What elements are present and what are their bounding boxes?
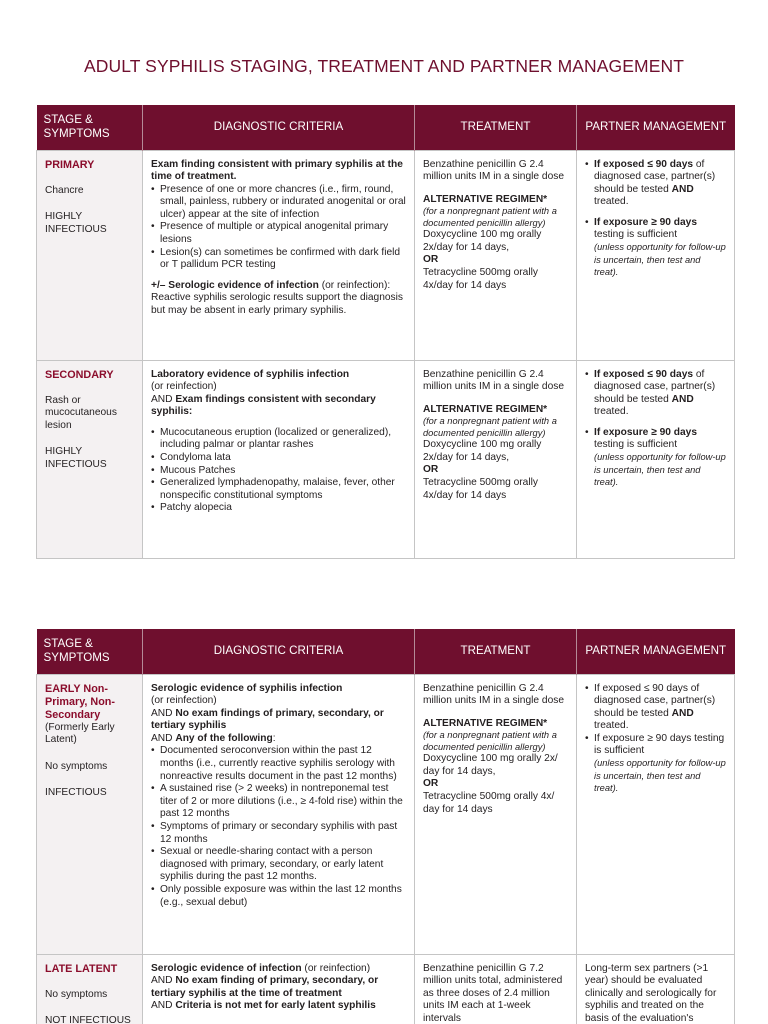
dx-sero-rest: (or reinfection) bbox=[151, 695, 217, 707]
stage-symptom: No symptoms bbox=[45, 988, 108, 1000]
stage-name: SECONDARY bbox=[45, 368, 114, 381]
pm-and: AND bbox=[671, 707, 694, 719]
stage-symptom: Rash or mucocutaneous lesion bbox=[45, 394, 117, 431]
treatment-cell bbox=[415, 954, 577, 1024]
table-header-row bbox=[37, 105, 735, 150]
header-diagnostic: DIAGNOSTIC CRITERIA bbox=[143, 629, 415, 674]
pm-note: (unless opportunity for follow-up is uncertain, then test and treat). bbox=[594, 758, 726, 794]
tx-main: Benzathine penicillin G 2.4 million units IM in a single dose bbox=[423, 368, 564, 393]
tx-or: OR bbox=[423, 464, 439, 476]
pm-list bbox=[585, 683, 727, 796]
pm-bold: If exposure ≥ 90 days bbox=[594, 216, 697, 228]
pm-bold: If exposed ≤ 90 days bbox=[594, 158, 694, 170]
list-item: • Documented seroconversion within the past 12 months (i.e., currently reactive syphilis serology with nonreactive results document in the past 12 months) bbox=[151, 745, 407, 783]
pm-and: AND bbox=[671, 393, 694, 405]
stage-infectivity: HIGHLY INFECTIOUS bbox=[45, 211, 107, 235]
stage-symptom: No symptoms bbox=[45, 760, 108, 772]
staging-table-2 bbox=[36, 629, 735, 1024]
stage-cell bbox=[37, 360, 143, 558]
tx-main: Benzathine penicillin G 2.4 million units IM in a single dose bbox=[423, 682, 564, 707]
header-treatment: TREATMENT bbox=[415, 629, 577, 674]
tx-doxy: Doxycycline 100 mg orally 2x/day for 14 days, bbox=[423, 439, 542, 463]
dx-lab-rest: (or reinfection) bbox=[151, 381, 217, 393]
list-item: • Lesion(s) can sometimes be confirmed with dark field or T pallidum PCR testing bbox=[151, 247, 407, 272]
dx-sero-bold: Serologic evidence of infection bbox=[151, 962, 302, 974]
pm-text: Long-term sex partners (>1 year) should be evaluated clinically and serologically for syphilis and treated on the basis of the evaluation's bbox=[585, 962, 717, 1024]
tx-alt-label: ALTERNATIVE REGIMEN* bbox=[423, 717, 548, 729]
diagnostic-cell bbox=[143, 150, 415, 360]
pm-and: AND bbox=[671, 183, 694, 195]
pm-list bbox=[585, 369, 727, 490]
pm-text: testing is sufficient bbox=[594, 439, 678, 451]
list-item bbox=[585, 733, 727, 796]
dx-and: AND bbox=[151, 393, 176, 405]
dx-any-bold: Any of the following bbox=[175, 732, 273, 744]
tx-alt-note: (for a nonpregnant patient with a documented penicillin allergy) bbox=[423, 416, 557, 438]
pm-end: treated. bbox=[594, 720, 629, 732]
list-item bbox=[585, 427, 727, 490]
list-item: • Only possible exposure was within the last 12 months (e.g., sexual debut) bbox=[151, 884, 407, 909]
dx-serologic-rest: (or reinfection): bbox=[318, 279, 391, 291]
treatment-cell bbox=[415, 360, 577, 558]
list-item bbox=[585, 159, 727, 209]
pm-text: If exposed ≤ 90 days of diagnosed case, partner(s) should be tested bbox=[594, 682, 716, 719]
tx-tetra: Tetracycline 500mg orally 4x/day for 14 days bbox=[423, 477, 538, 501]
dx-and: AND bbox=[151, 975, 176, 987]
dx-bullet-list bbox=[151, 184, 407, 272]
page-title: ADULT SYPHILIS STAGING, TREATMENT AND PARTNER MANAGEMENT bbox=[83, 56, 685, 76]
header-treatment: TREATMENT bbox=[415, 105, 577, 150]
stage-infectivity: HIGHLY INFECTIOUS bbox=[45, 446, 107, 470]
dx-noexam-bold: No exam findings of primary, secondary, or tertiary syphilis bbox=[151, 707, 384, 732]
tx-main: Benzathine penicillin G 7.2 million units total, administered as three doses of 2.4 million units IM each at 1-week intervals bbox=[423, 962, 563, 1024]
stage-infectivity: NOT INFECTIOUS bbox=[45, 1015, 131, 1024]
list-item: • Patchy alopecia bbox=[151, 502, 407, 515]
pm-end: treated. bbox=[594, 196, 629, 208]
tx-main: Benzathine penicillin G 2.4 million units IM in a single dose bbox=[423, 158, 564, 183]
dx-serologic-text: Reactive syphilis serologic results support the diagnosis but may be absent in early primary syphilis. bbox=[151, 292, 403, 317]
tx-alt-label: ALTERNATIVE REGIMEN* bbox=[423, 193, 548, 205]
dx-sero-rest: (or reinfection) bbox=[301, 962, 371, 974]
list-item: • Condyloma lata bbox=[151, 452, 407, 465]
row-early-latent bbox=[37, 674, 735, 954]
dx-sero-bold: Serologic evidence of syphilis infection bbox=[151, 682, 343, 694]
pm-text: If exposure ≥ 90 days testing is sufficient bbox=[594, 732, 725, 757]
dx-serologic-bold: +/– Serologic evidence of infection bbox=[151, 279, 319, 291]
dx-noexam-bold: No exam finding of primary, secondary, or tertiary syphilis at the time of treatment bbox=[151, 975, 379, 999]
stage-name: PRIMARY bbox=[45, 158, 95, 171]
diagnostic-cell bbox=[143, 954, 415, 1024]
dx-criteria-bold: Criteria is not met for early latent syphilis bbox=[175, 1000, 376, 1012]
header-stage: STAGE & SYMPTOMS bbox=[37, 629, 143, 674]
dx-noexam bbox=[151, 708, 407, 733]
pm-text: of diagnosed case, partner(s) should be tested bbox=[594, 158, 716, 195]
dx-exam-bold: Exam findings consistent with secondary syphilis: bbox=[151, 393, 376, 418]
pm-list bbox=[585, 159, 727, 280]
list-item bbox=[585, 683, 727, 733]
dx-and: AND bbox=[151, 1000, 176, 1012]
header-partner: PARTNER MANAGEMENT bbox=[577, 629, 735, 674]
list-item: • Symptoms of primary or secondary syphilis with past 12 months bbox=[151, 821, 407, 846]
dx-sero bbox=[151, 963, 407, 976]
tx-or: OR bbox=[423, 778, 439, 790]
tx-tetra: Tetracycline 500mg orally 4x/day for 14 days bbox=[423, 267, 538, 291]
dx-lab-bold: Laboratory evidence of syphilis infection bbox=[151, 368, 350, 380]
dx-and: AND bbox=[151, 707, 176, 719]
tx-tetra: Tetracycline 500mg orally 4x/ day for 14 days bbox=[423, 791, 555, 815]
tx-alt-note: (for a nonpregnant patient with a documented penicillin allergy) bbox=[423, 730, 557, 752]
dx-and: AND bbox=[151, 732, 176, 744]
list-item: • A sustained rise (> 2 weeks) in nontreponemal test titer of 2 or more dilutions (i.e., ≥ 4-fold rise) within the past 12 months bbox=[151, 783, 407, 821]
treatment-cell bbox=[415, 674, 577, 954]
table-header-row bbox=[37, 629, 735, 674]
list-item bbox=[585, 217, 727, 280]
pm-text: testing is sufficient bbox=[594, 229, 678, 241]
treatment-cell bbox=[415, 150, 577, 360]
row-late-latent bbox=[37, 954, 735, 1024]
pm-text: of diagnosed case, partner(s) should be tested bbox=[594, 368, 716, 405]
list-item: • Mucocutaneous eruption (localized or generalized), including palmar or plantar rashes bbox=[151, 427, 407, 452]
list-item bbox=[585, 369, 727, 419]
list-item: • Sexual or needle-sharing contact with a person diagnosed with primary, secondary, or early latent syphilis during the past 12 months. bbox=[151, 846, 407, 884]
pm-end: treated. bbox=[594, 406, 629, 418]
stage-sub: (Formerly Early Latent) bbox=[45, 721, 115, 746]
pm-bold: If exposure ≥ 90 days bbox=[594, 426, 697, 438]
header-diagnostic: DIAGNOSTIC CRITERIA bbox=[143, 105, 415, 150]
stage-name: LATE LATENT bbox=[45, 962, 118, 975]
tx-doxy: Doxycycline 100 mg orally 2x/day for 14 days, bbox=[423, 229, 542, 253]
stage-symptom: Chancre bbox=[45, 184, 84, 196]
header-stage: STAGE & SYMPTOMS bbox=[37, 105, 143, 150]
row-primary bbox=[37, 150, 735, 360]
dx-noexam bbox=[151, 975, 407, 1000]
dx-criteria bbox=[151, 1000, 407, 1013]
pm-note: (unless opportunity for follow-up is uncertain, then test and treat). bbox=[594, 452, 726, 488]
diagnostic-cell bbox=[143, 360, 415, 558]
partner-cell bbox=[577, 674, 735, 954]
partner-cell bbox=[577, 954, 735, 1024]
stage-cell bbox=[37, 674, 143, 954]
tx-alt-note: (for a nonpregnant patient with a documented penicillin allergy) bbox=[423, 206, 557, 228]
list-item: • Presence of multiple or atypical anogenital primary lesions bbox=[151, 221, 407, 246]
stage-infectivity: INFECTIOUS bbox=[45, 787, 107, 799]
stage-name: EARLY Non-Primary, Non-Secondary bbox=[45, 682, 115, 721]
staging-table-1 bbox=[36, 105, 735, 559]
stage-cell bbox=[37, 954, 143, 1024]
row-secondary bbox=[37, 360, 735, 558]
pm-note: (unless opportunity for follow-up is uncertain, then test and treat). bbox=[594, 242, 726, 278]
dx-any-colon: : bbox=[272, 732, 276, 744]
dx-intro: Exam finding consistent with primary syphilis at the time of treatment. bbox=[151, 158, 403, 183]
dx-serologic bbox=[151, 280, 407, 293]
list-item: • Mucous Patches bbox=[151, 465, 407, 478]
dx-bullet-list bbox=[151, 745, 407, 909]
dx-exam bbox=[151, 394, 407, 419]
dx-any bbox=[151, 733, 407, 746]
tx-alt-label: ALTERNATIVE REGIMEN* bbox=[423, 403, 548, 415]
partner-cell bbox=[577, 360, 735, 558]
stage-cell bbox=[37, 150, 143, 360]
diagnostic-cell bbox=[143, 674, 415, 954]
tx-doxy: Doxycycline 100 mg orally 2x/ day for 14 days, bbox=[423, 753, 558, 777]
list-item: • Presence of one or more chancres (i.e., firm, round, small, painless, rubbery or indurated anogenital or oral ulcer) appear at the site of infection bbox=[151, 184, 407, 222]
partner-cell bbox=[577, 150, 735, 360]
list-item: • Generalized lymphadenopathy, malaise, fever, other nonspecific constitutional symptoms bbox=[151, 477, 407, 502]
tx-or: OR bbox=[423, 254, 439, 266]
dx-bullet-list bbox=[151, 427, 407, 515]
pm-bold: If exposed ≤ 90 days bbox=[594, 368, 694, 380]
header-partner: PARTNER MANAGEMENT bbox=[577, 105, 735, 150]
